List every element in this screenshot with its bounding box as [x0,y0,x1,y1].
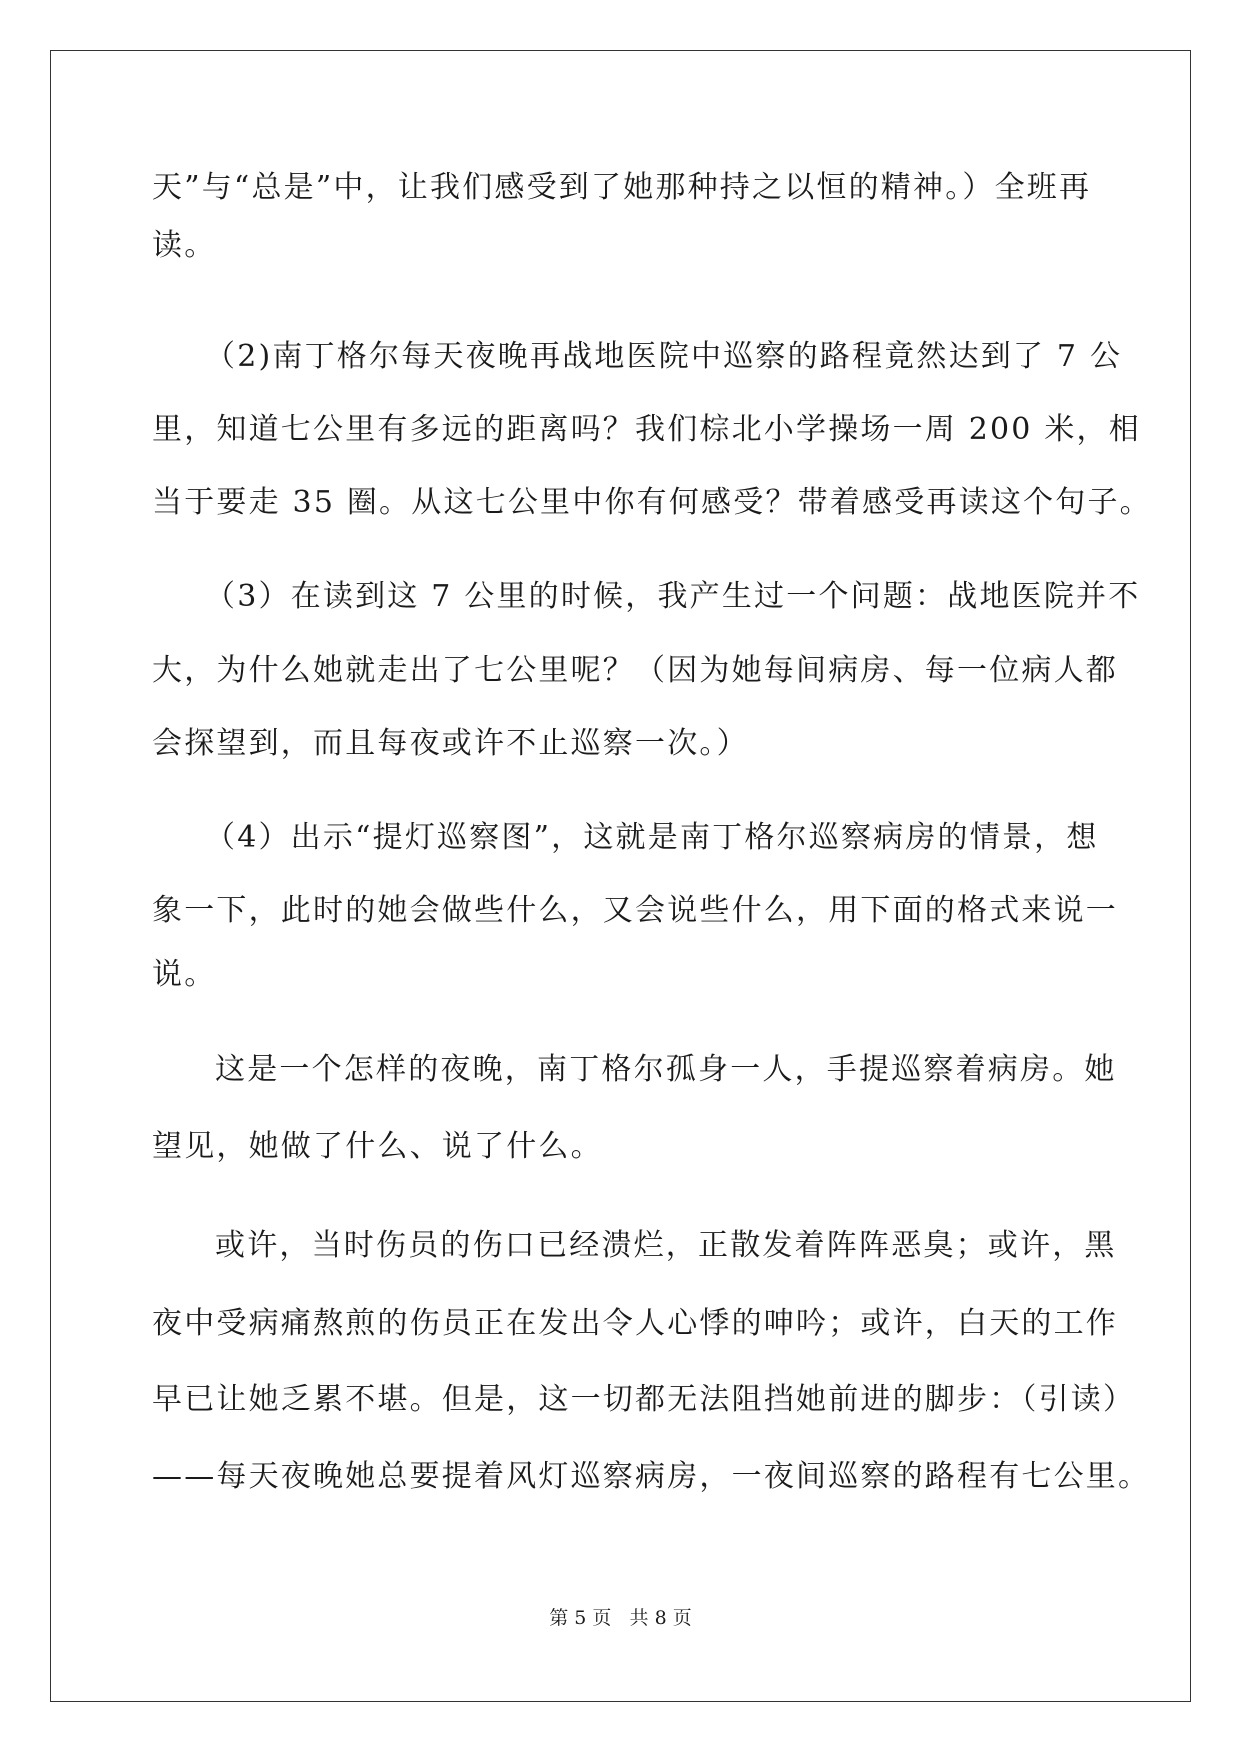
text-line: 里，知道七公里有多远的距离吗？我们棕北小学操场一周 200 米，相 [152,412,1141,447]
text-line: 早已让她乏累不堪。但是，这一切都无法阻挡她前进的脚步：（引读） [152,1382,1136,1417]
text-line: 大，为什么她就走出了七公里呢？（因为她每间病房、每一位病人都 [152,653,1118,688]
text-line: 或许，当时伤员的伤口已经溃烂，正散发着阵阵恶臭；或许，黑 [215,1228,1117,1263]
text-line: 说。 [152,957,217,992]
text-line: 读。 [152,228,217,263]
text-line: 象一下，此时的她会做些什么，又会说些什么，用下面的格式来说一 [152,893,1118,928]
text-line: （3）在读到这 7 公里的时候，我产生过一个问题：战地医院并不 [205,579,1141,614]
text-line: 这是一个怎样的夜晚，南丁格尔孤身一人，手提巡察着病房。她 [215,1052,1117,1087]
text-line: 天”与“总是”中，让我们感受到了她那种持之以恒的精神。）全班再 [152,170,1092,205]
text-line: 望见，她做了什么、说了什么。 [152,1129,603,1164]
page-border [50,50,1191,1702]
text-line: ——每天夜晚她总要提着风灯巡察病房，一夜间巡察的路程有七公里。 [152,1459,1151,1494]
text-line: 夜中受病痛熬煎的伤员正在发出令人心悸的呻吟；或许，白天的工作 [152,1306,1118,1341]
text-line: 会探望到，而且每夜或许不止巡察一次。） [152,726,749,761]
page-number-footer: 第 5 页 共 8 页 [549,1607,692,1629]
text-line: （4）出示“提灯巡察图”，这就是南丁格尔巡察病房的情景，想 [205,820,1099,855]
text-line: （2)南丁格尔每天夜晚再战地医院中巡察的路程竟然达到了 7 公 [205,339,1123,374]
text-line: 当于要走 35 圈。从这七公里中你有何感受？带着感受再读这个句子。 [152,485,1152,520]
